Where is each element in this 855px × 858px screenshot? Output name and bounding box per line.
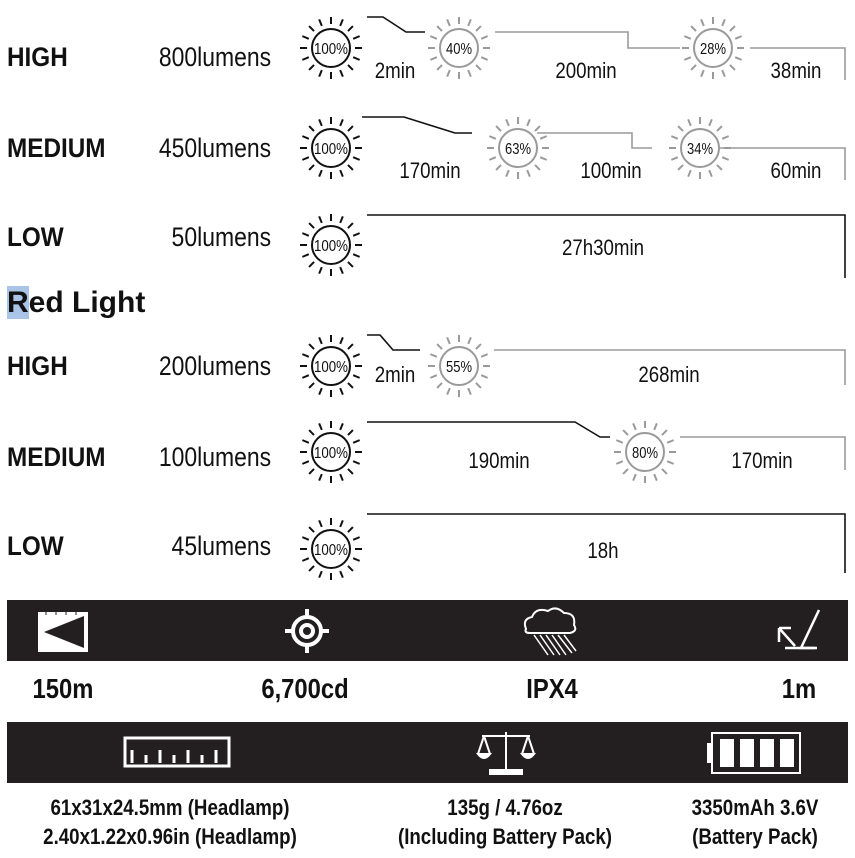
lumens-label: 50lumens — [171, 222, 271, 252]
runtime-duration: 170min — [731, 449, 793, 474]
mode-label: MEDIUM — [7, 442, 106, 472]
runtime-duration: 2min — [374, 59, 416, 84]
brightness-percent: 100% — [314, 41, 348, 58]
lumens-label: 450lumens — [158, 133, 271, 163]
battery-icon — [706, 731, 802, 775]
beam-distance-value: 150m — [32, 673, 94, 704]
impact-resistance-value: 1m — [781, 673, 817, 704]
dimensions-mm: 61x31x24.5mm (Headlamp) — [50, 795, 290, 820]
runtime-duration: 200min — [555, 59, 617, 84]
spec-icon-bar — [7, 600, 848, 661]
brightness-percent: 40% — [446, 41, 472, 58]
brightness-percent: 100% — [314, 359, 348, 376]
weight-note: (Including Battery Pack) — [397, 824, 613, 849]
title-rest: ed Light — [28, 286, 146, 319]
brightness-percent: 100% — [314, 542, 348, 559]
beam-distance-icon — [36, 608, 92, 654]
runtime-duration: 268min — [638, 363, 700, 388]
runtime-duration: 60min — [770, 159, 822, 184]
title-first-letter: R — [7, 286, 29, 319]
dimensions-in: 2.40x1.22x0.96in (Headlamp) — [43, 824, 297, 849]
brightness-percent: 63% — [505, 141, 531, 158]
runtime-step-line — [537, 133, 652, 148]
intensity-target-icon — [285, 609, 329, 653]
brightness-percent: 34% — [687, 141, 713, 158]
rain-cloud-icon — [520, 605, 582, 657]
mode-label: LOW — [7, 222, 64, 252]
runtime-duration: 2min — [374, 363, 416, 388]
runtime-step-line — [367, 17, 425, 32]
mode-label: HIGH — [7, 351, 68, 381]
mode-label: MEDIUM — [7, 133, 106, 163]
weight-value: 135g / 4.76oz — [447, 795, 563, 820]
brightness-percent: 100% — [314, 238, 348, 255]
impact-drop-icon — [775, 608, 825, 654]
scale-icon — [476, 728, 536, 778]
lumens-label: 45lumens — [171, 531, 271, 561]
runtime-step-line — [367, 335, 420, 350]
peak-intensity-value: 6,700cd — [261, 673, 349, 704]
lumens-label: 100lumens — [158, 442, 271, 472]
runtime-duration: 27h30min — [561, 236, 645, 261]
mode-label: HIGH — [7, 42, 68, 72]
ruler-icon — [122, 735, 232, 769]
brightness-percent: 100% — [314, 445, 348, 462]
lumens-label: 200lumens — [158, 351, 271, 381]
lumens-label: 800lumens — [158, 42, 271, 72]
brightness-percent: 55% — [446, 359, 472, 376]
brightness-percent: 100% — [314, 141, 348, 158]
mode-label: LOW — [7, 531, 64, 561]
runtime-step-line — [362, 117, 472, 133]
runtime-duration: 170min — [399, 159, 461, 184]
dimensions-spec — [43, 793, 297, 851]
runtime-duration: 100min — [580, 159, 642, 184]
brightness-percent: 28% — [700, 41, 726, 58]
runtime-step-line — [367, 422, 610, 437]
runtime-step-line — [495, 32, 680, 48]
battery-capacity: 3350mAh 3.6V — [691, 795, 819, 820]
water-rating-value: IPX4 — [526, 673, 578, 704]
runtime-duration: 38min — [770, 59, 822, 84]
battery-spec — [692, 793, 819, 851]
battery-note: (Battery Pack) — [692, 824, 818, 849]
runtime-duration: 18h — [587, 539, 619, 564]
weight-spec — [398, 793, 612, 851]
brightness-percent: 80% — [632, 445, 658, 462]
runtime-duration: 190min — [468, 449, 530, 474]
